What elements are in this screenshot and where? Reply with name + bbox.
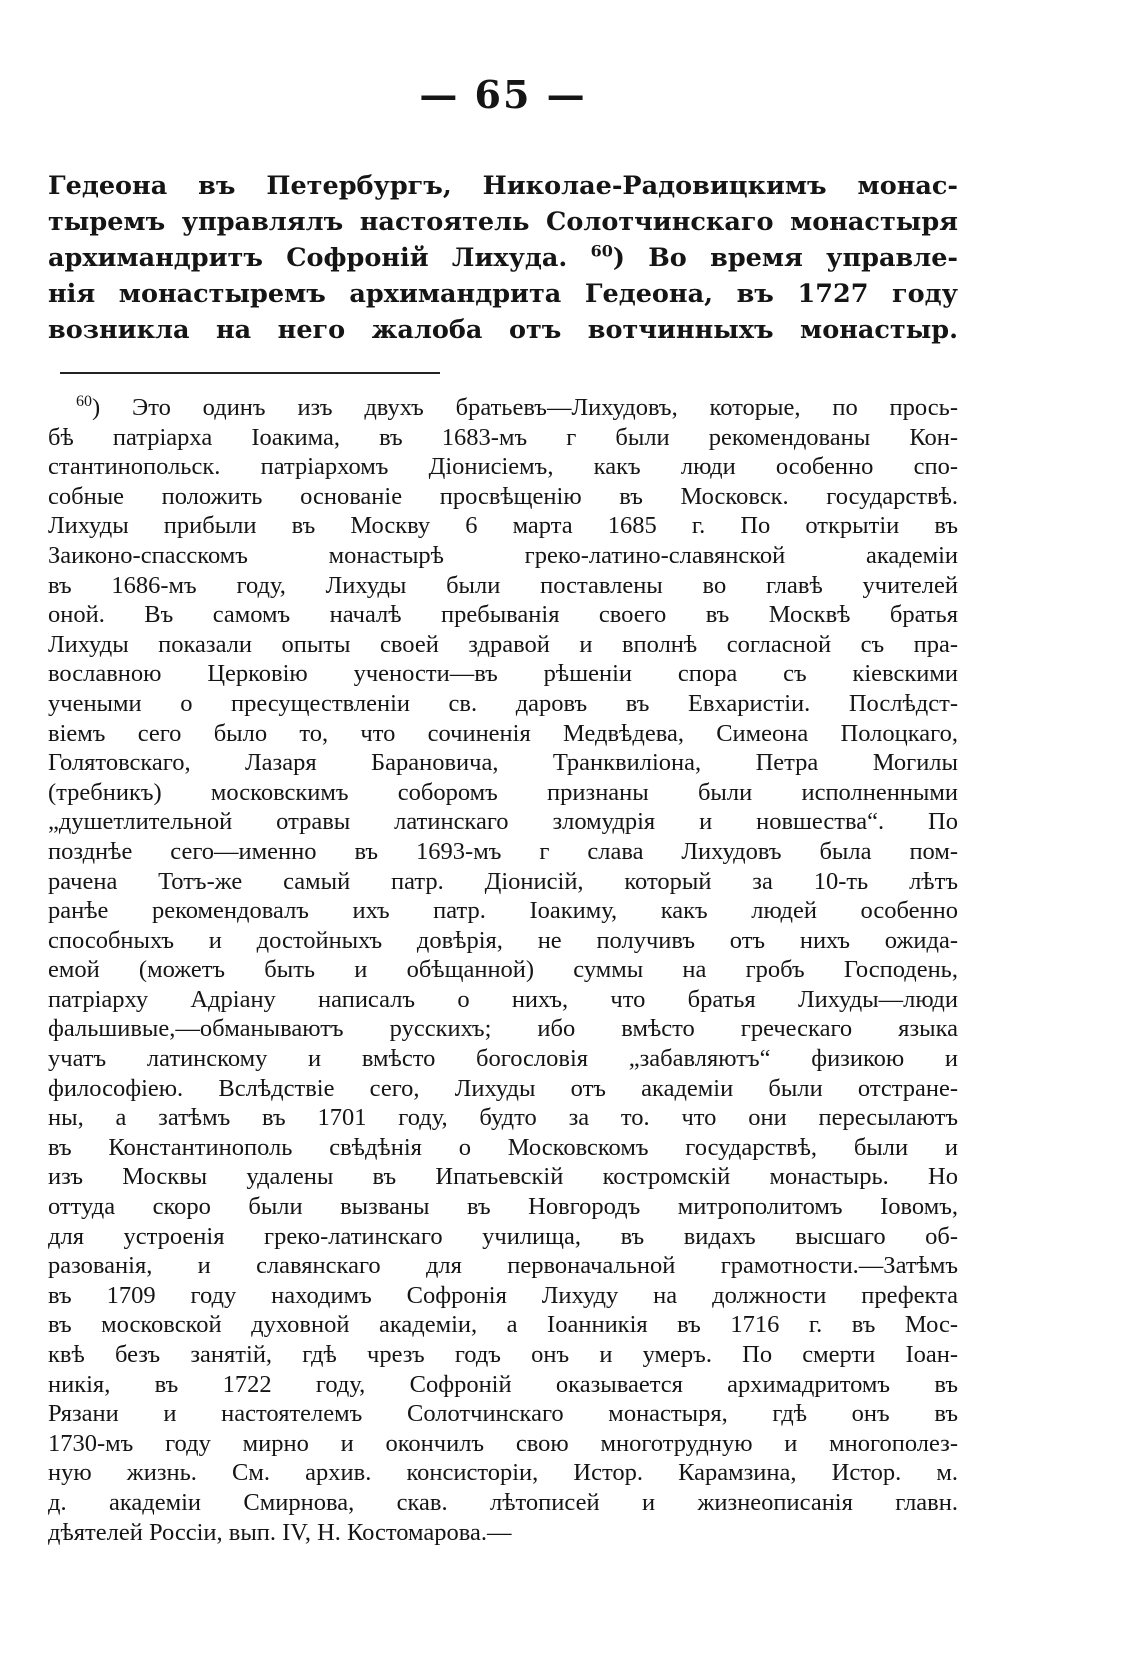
footnote-line: стантинопольск. патріархомъ Діонисіемъ, какъ люди особенно спо- (48, 453, 958, 481)
footnote-line: собные положить основаніе просвѣщенію въ Московск. государствѣ. (48, 482, 958, 510)
main-line-1: Гедеона въ Петербургъ, Николае-Радовицкимъ монас- (48, 171, 958, 201)
footnote-line: въ 1686-мъ году, Лихуды были поставлены во главѣ учителей (48, 571, 958, 599)
footnote-line: въ Константинополь свѣдѣнія о Московскомъ государствѣ, были и (48, 1133, 958, 1161)
footnote-line-1-text: ) Это одинъ изъ двухъ братьевъ—Лихудовъ, которые, по прось- (92, 394, 958, 421)
footnote-line: „душетлительной отравы латинскаго зломудрія и новшества“. По (48, 808, 958, 836)
footnote-line: оной. Въ самомъ началѣ пребыванія своего въ Москвѣ братья (48, 601, 958, 629)
footnote-line: философіею. Вслѣдствіе сего, Лихуды отъ академіи были отстране- (48, 1074, 958, 1102)
footnote-reference[interactable]: 60 (590, 241, 613, 261)
footnote-line: патріарху Адріану написалъ о нихъ, что братья Лихуды—люди (48, 985, 958, 1013)
footnote-line: ную жизнь. См. архив. консисторіи, Истор. Карамзина, Истор. м. (48, 1459, 958, 1487)
footnote-line: рачена Тотъ-же самый патр. Діонисій, который за 10-ть лѣтъ (48, 867, 958, 895)
footnote-line: оттуда скоро были вызваны въ Новгородъ митрополитомъ Іовомъ, (48, 1193, 958, 1221)
footnote-line: въ 1709 году находимъ Софронія Лихуду на должности префекта (48, 1281, 958, 1309)
footnote-line: вославною Церковію учености—въ рѣшеніи спора съ кіевскими (48, 660, 958, 688)
footnote-line: віемъ сего было то, что сочиненія Медвѣдева, Симеона Полоцкаго, (48, 719, 958, 747)
footnote-divider (60, 372, 440, 374)
main-line-2: тыремъ управлялъ настоятель Солотчинскаго монастыря (48, 207, 958, 237)
footnote-line: Голятовскаго, Лазаря Барановича, Транквиліона, Петра Могилы (48, 749, 958, 777)
footnote-line: Рязани и настоятелемъ Солотчинскаго монастыря, гдѣ онъ въ (48, 1400, 958, 1428)
main-line-3-text: архимандритъ Софроній Лихуда. (48, 243, 568, 273)
footnote-line: дѣятелей Россіи, вып. IV, Н. Костомарова.— (48, 1518, 512, 1546)
footnote-line: Лихуды показали опыты своей здравой и вполнѣ согласной съ пра- (48, 630, 958, 658)
footnote-line: Лихуды прибыли въ Москву 6 марта 1685 г. По открытіи въ (48, 512, 958, 540)
footnote-line (48, 393, 958, 423)
footnote-line: никія, въ 1722 году, Софроній оказывается архимадритомъ въ (48, 1370, 958, 1398)
footnote (48, 393, 958, 1547)
footnote-line: 1730-мъ году мирно и окончилъ свою многотрудную и многополез- (48, 1429, 958, 1457)
footnote-line: Заиконо-спасскомъ монастырѣ греко-латино-славянской академіи (48, 541, 958, 569)
main-line-3-tail: ) Во время управле- (612, 243, 958, 273)
footnote-line: въ московской духовной академіи, а Іоанникія въ 1716 г. въ Мос- (48, 1311, 958, 1339)
footnote-line: ны, а затѣмъ въ 1701 году, будто за то. что они пересылаютъ (48, 1104, 958, 1132)
footnote-line: способныхъ и достойныхъ довѣрія, не получивъ отъ нихъ ожида- (48, 926, 958, 954)
main-line-4: нія монастыремъ архимандрита Гедеона, въ 1727 году (48, 279, 958, 309)
main-line-5: возникла на него жалоба отъ вотчинныхъ монастыр. (48, 315, 958, 345)
footnote-line: учатъ латинскому и вмѣсто богословія „забавляютъ“ физикою и (48, 1045, 958, 1073)
footnote-line: д. академіи Смирнова, скав. лѣтописей и жизнеописанія главн. (48, 1488, 958, 1516)
page-number: — 65 — (419, 72, 587, 117)
footnote-marker: 60 (76, 392, 92, 410)
footnote-line: бѣ патріарха Іоакима, въ 1683-мъ г были рекомендованы Кон- (48, 423, 958, 451)
footnote-line: позднѣе сего—именно въ 1693-мъ г слава Лихудовъ была пом- (48, 837, 958, 865)
footnote-line: для устроенія греко-латинскаго училища, въ видахъ высшаго об- (48, 1222, 958, 1250)
main-line-3 (48, 240, 958, 276)
main-paragraph (48, 168, 958, 348)
footnote-line: квѣ безъ занятій, гдѣ чрезъ годъ онъ и умеръ. По смерти Іоан- (48, 1341, 958, 1368)
footnote-line: фальшивые,—обманываютъ русскихъ; ибо вмѣсто греческаго языка (48, 1015, 958, 1043)
footnote-line: емой (можетъ быть и обѣщанной) суммы на гробъ Господень, (48, 956, 958, 984)
footnote-line: изъ Москвы удалены въ Ипатьевскій костромскій монастырь. Но (48, 1163, 958, 1191)
footnote-line: (требникъ) московскимъ соборомъ признаны были исполненными (48, 778, 958, 806)
footnote-line: ранѣе рекомендовалъ ихъ патр. Іоакиму, какъ людей особенно (48, 897, 958, 925)
footnote-line: учеными о пресуществленіи св. даровъ въ Евхаристіи. Послѣдст- (48, 689, 958, 717)
footnote-line: разованія, и славянскаго для первоначальной грамотности.—Затѣмъ (48, 1252, 958, 1280)
